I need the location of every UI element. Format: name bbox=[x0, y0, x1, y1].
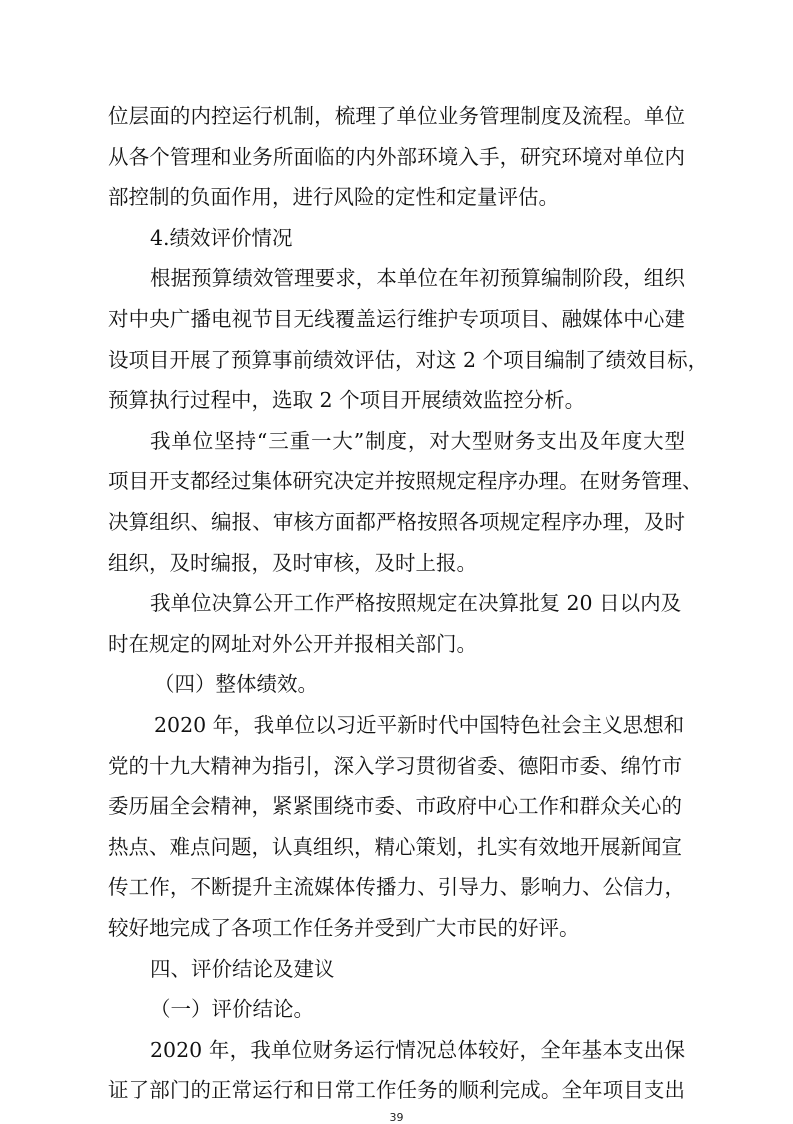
page-number: 39 bbox=[389, 1111, 404, 1124]
text-line: 热点、难点问题，认真组织，精心策划，扎实有效地开展新闻宣 bbox=[108, 834, 682, 859]
text-line: 预算执行过程中，选取 2 个项目开展绩效监控分析。 bbox=[108, 388, 586, 413]
text-line: 委历届全会精神，紧紧围绕市委、市政府中心工作和群众关心的 bbox=[108, 794, 682, 819]
text-line: 2020 年，我单位以习近平新时代中国特色社会主义思想和 bbox=[154, 713, 685, 737]
text-line: 传工作，不断提升主流媒体传播力、引导力、影响力、公信力， bbox=[108, 875, 685, 900]
text-line: 2020 年，我单位财务运行情况总体较好，全年基本支出保 bbox=[150, 1037, 685, 1062]
section-heading: 4.绩效评价情况 bbox=[150, 225, 293, 250]
section-heading: 四、评价结论及建议 bbox=[150, 956, 335, 981]
text-line: 决算组织、编报、审核方面都严格按照各项规定程序办理，及时 bbox=[108, 510, 685, 534]
text-line: 我单位决算公开工作严格按照规定在决算批复 20 日以内及 bbox=[150, 591, 682, 616]
text-line: 较好地完成了各项工作任务并受到广大市民的好评。 bbox=[108, 916, 580, 940]
text-line: 组织，及时编报，及时审核，及时上报。 bbox=[108, 550, 477, 575]
text-line: 从各个管理和业务所面临的内外部环境入手，研究环境对单位内 bbox=[108, 144, 685, 169]
text-line: 位层面的内控运行机制，梳理了单位业务管理制度及流程。单位 bbox=[108, 104, 685, 128]
text-line: 项目开支都经过集体研究决定并按照规定程序办理。在财务管理、 bbox=[108, 469, 703, 494]
section-heading: （四）整体绩效。 bbox=[154, 672, 318, 697]
text-line: 党的十九大精神为指引，深入学习贯彻省委、德阳市委、绵竹市 bbox=[108, 753, 682, 778]
text-line: 证了部门的正常运行和日常工作任务的顺利完成。全年项目支出 bbox=[108, 1078, 685, 1103]
text-line: 时在规定的网址对外公开并报相关部门。 bbox=[108, 631, 477, 656]
section-heading: （一）评价结论。 bbox=[150, 997, 314, 1022]
text-line: 对中央广播电视节目无线覆盖运行维护专项项目、融媒体中心建 bbox=[108, 307, 685, 331]
text-line: 部控制的负面作用，进行风险的定性和定量评估。 bbox=[108, 185, 559, 210]
text-line: 我单位坚持“三重一大”制度，对大型财务支出及年度大型 bbox=[150, 428, 685, 453]
text-line: 根据预算绩效管理要求，本单位在年初预算编制阶段，组织 bbox=[150, 266, 685, 291]
text-line: 设项目开展了预算事前绩效评估，对这 2 个项目编制了绩效目标， bbox=[108, 347, 709, 372]
